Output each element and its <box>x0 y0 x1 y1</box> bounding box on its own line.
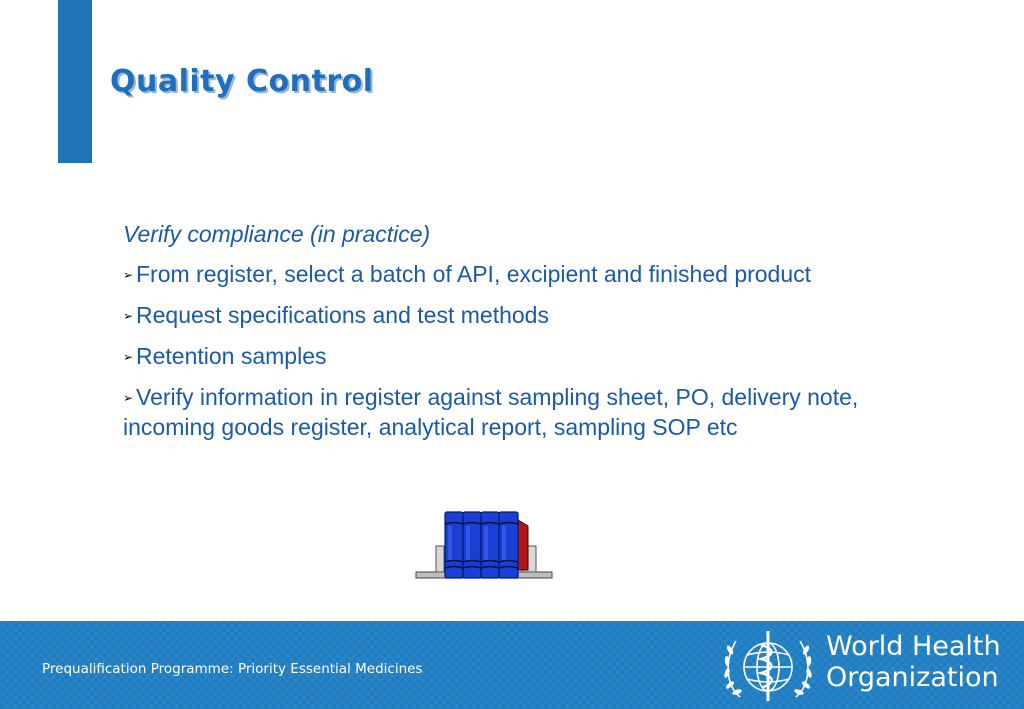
bullet-item <box>123 383 943 442</box>
bullet-item <box>123 260 943 290</box>
slide-title: Quality Control <box>110 64 374 99</box>
arrow-bullet-icon: ➢ <box>123 391 134 405</box>
bullet-text: Request specifications and test methods <box>136 302 549 328</box>
slide-content <box>123 220 943 453</box>
footer-programme-text: Prequalification Programme: Priority Essential Medicines <box>42 661 423 677</box>
who-emblem-icon <box>720 627 816 707</box>
bullet-item <box>123 342 943 372</box>
bullet-text: Retention samples <box>136 343 327 369</box>
who-name-line2: Organization <box>826 662 999 693</box>
slide-subtitle: Verify compliance (in practice) <box>123 221 431 247</box>
bullet-list <box>123 260 943 442</box>
arrow-bullet-icon: ➢ <box>123 350 134 364</box>
arrow-bullet-icon: ➢ <box>123 309 134 323</box>
binders-on-shelf-icon <box>414 508 554 582</box>
bullet-item <box>123 301 943 331</box>
who-organization-name <box>826 631 1001 693</box>
arrow-bullet-icon: ➢ <box>123 268 134 282</box>
bullet-text: From register, select a batch of API, excipient and finished product <box>136 261 812 287</box>
title-accent-bar <box>58 0 92 163</box>
bullet-text: Verify information in register against sampling sheet, PO, delivery note, incoming goods register, analytical report, sampling SOP etc <box>123 384 859 440</box>
who-name-line1: World Health <box>826 631 1001 662</box>
footer-bar <box>0 621 1024 709</box>
